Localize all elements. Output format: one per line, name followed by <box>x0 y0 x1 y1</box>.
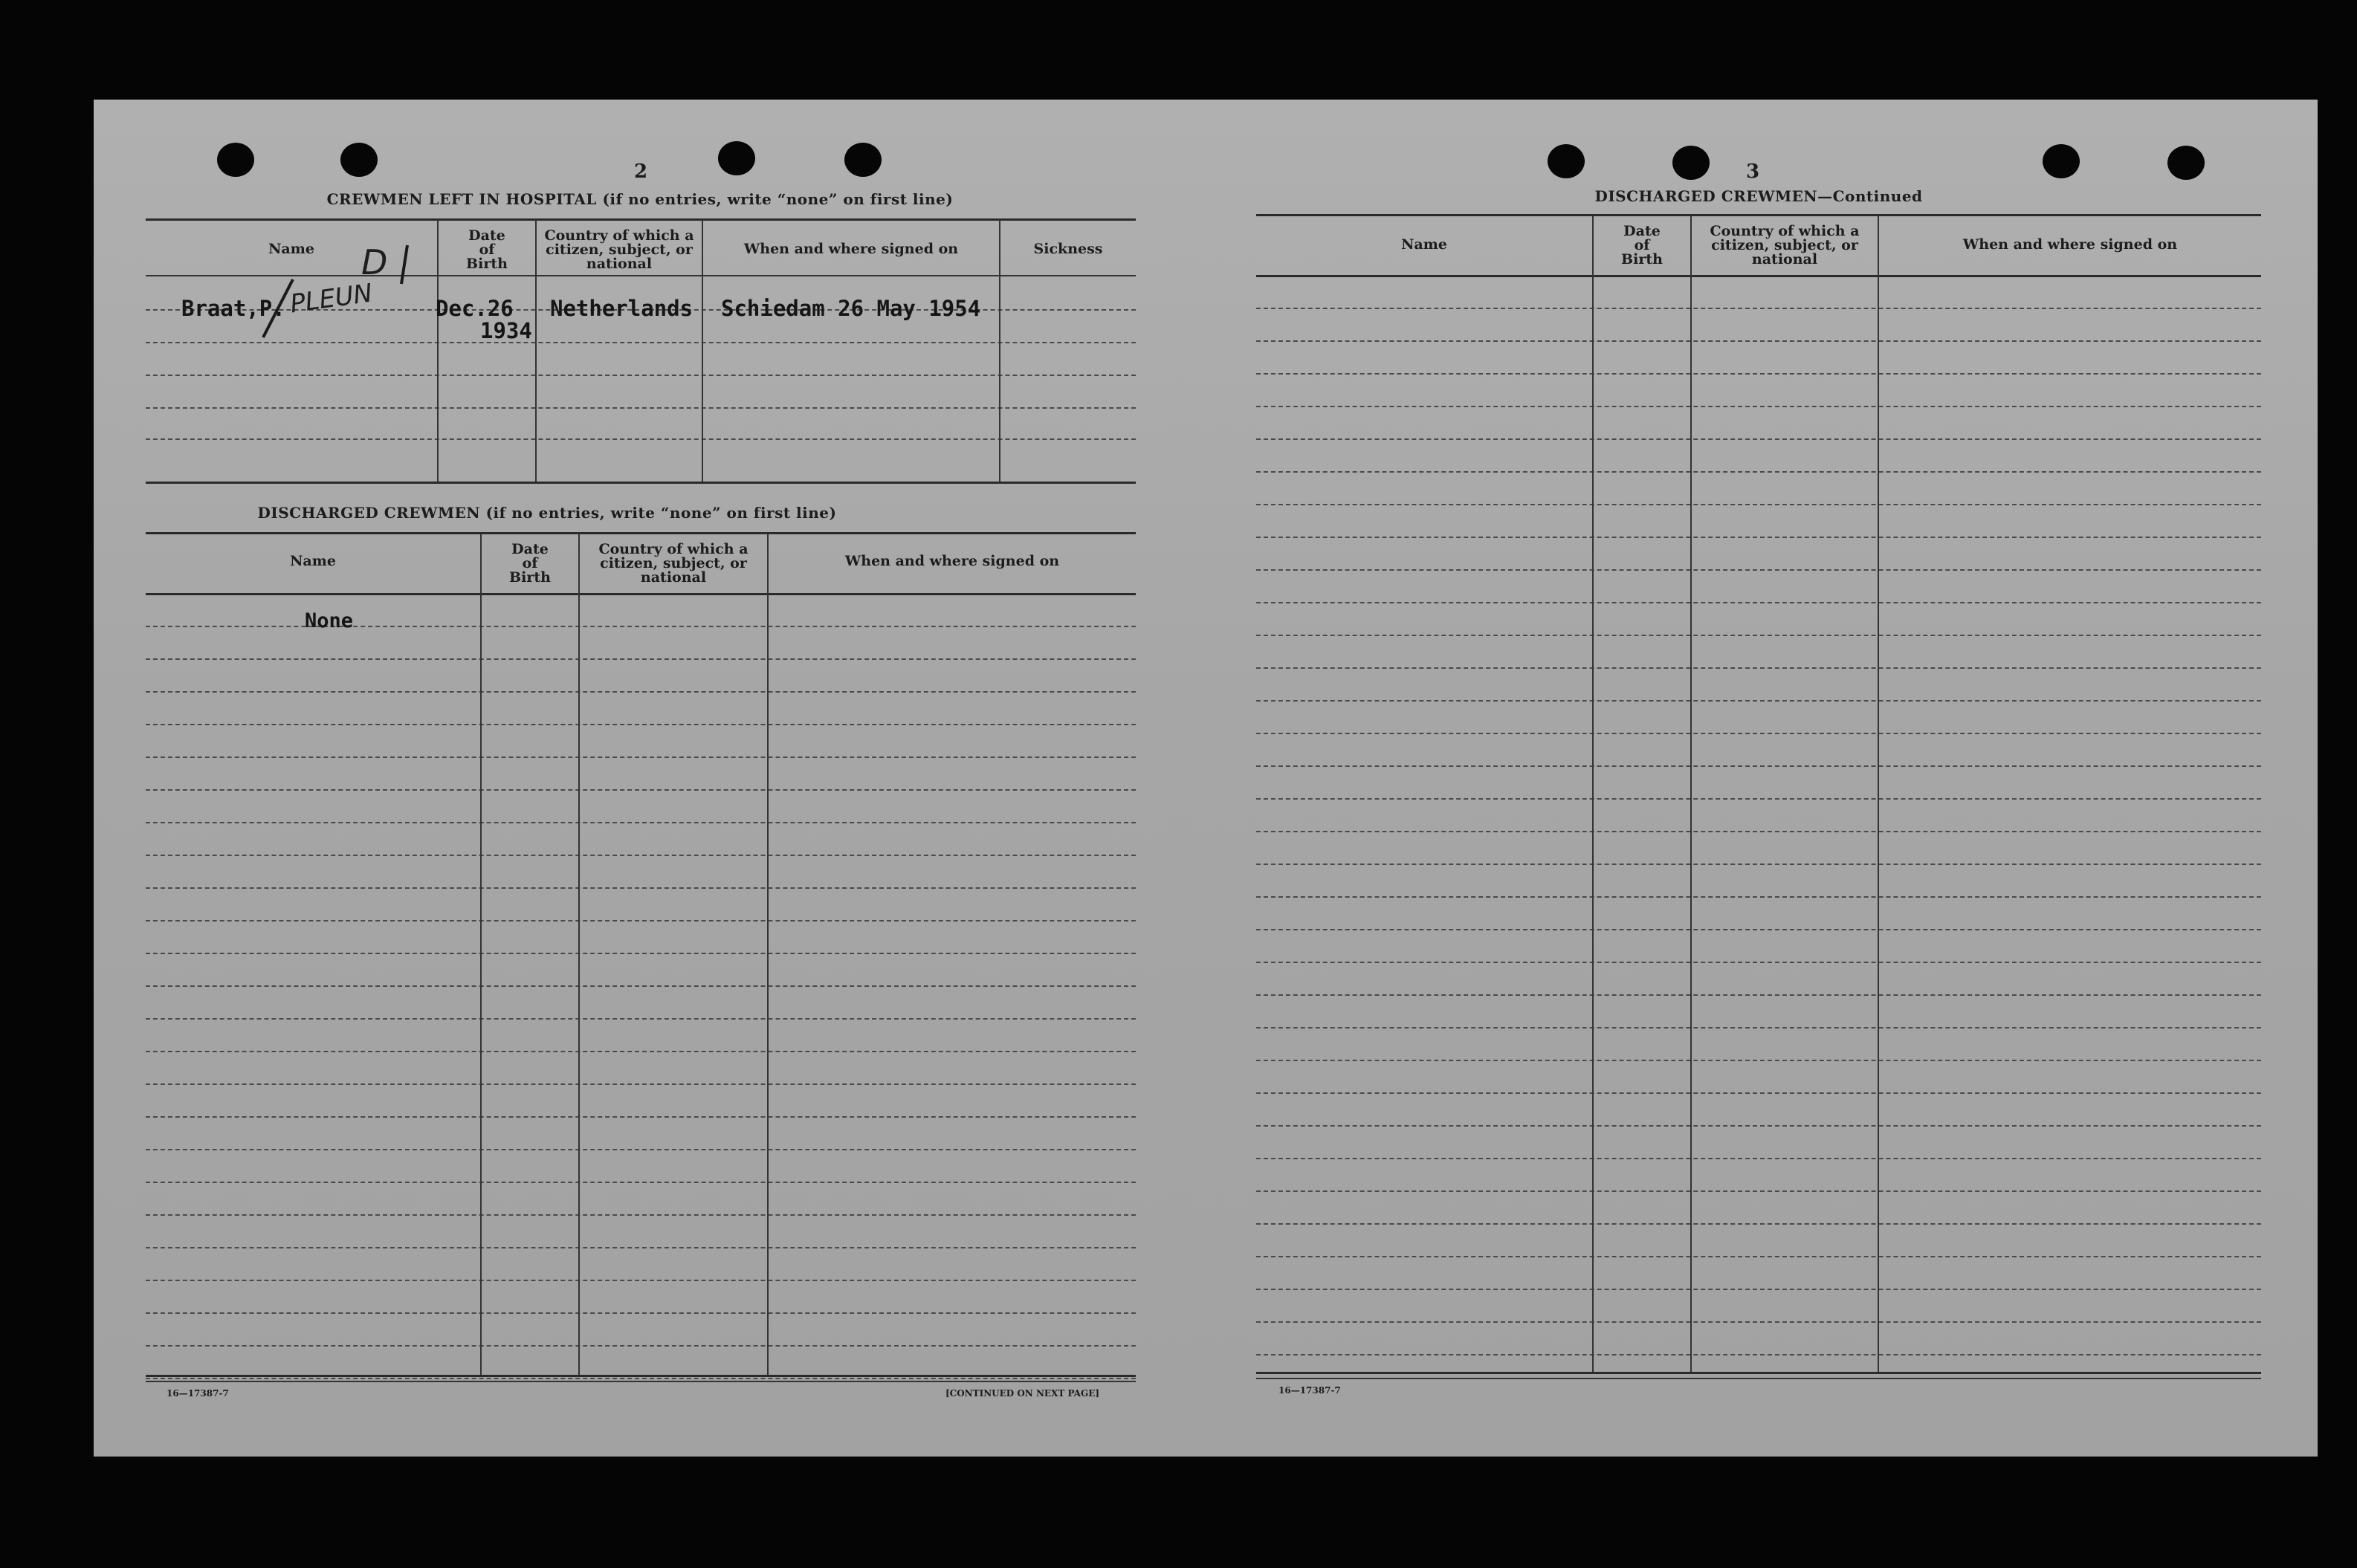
header-name: Name <box>1401 236 1447 253</box>
handwritten-mark: D <box>361 242 388 282</box>
header-name: Name <box>268 241 314 257</box>
handwritten-tick-mark <box>389 239 419 291</box>
crewman-signed-on: Schiedam 26 May 1954 <box>721 296 981 321</box>
punch-hole <box>2043 144 2080 178</box>
page-number: 2 <box>633 161 648 183</box>
continued-note: [CONTINUED ON NEXT PAGE] <box>945 1388 1100 1399</box>
crewman-dob-year: 1934 <box>480 318 532 343</box>
form-number: 16—17387-7 <box>1278 1385 1341 1396</box>
header-date-of-birth: Date of Birth <box>466 227 508 272</box>
punch-hole <box>844 143 882 177</box>
crewman-name: Braat,P. <box>181 296 285 321</box>
page-number: 3 <box>1745 161 1760 183</box>
punch-hole <box>2167 146 2205 180</box>
handwritten-slash-mark <box>256 275 300 342</box>
header-name: Name <box>290 553 336 569</box>
header-signed-on: When and where signed on <box>1962 236 2178 253</box>
punch-hole <box>340 143 378 177</box>
form-number: 16—17387-7 <box>166 1388 229 1399</box>
left-page <box>94 100 1203 1457</box>
header-country: Country of which a citizen, subject, or national <box>598 541 749 586</box>
handwritten-first-name: PLEUN <box>288 278 375 320</box>
header-date-of-birth: Date of Birth <box>1621 223 1663 268</box>
punch-hole <box>1672 146 1710 180</box>
punch-hole <box>217 143 254 177</box>
punch-hole <box>1548 144 1585 178</box>
header-country: Country of which a citizen, subject, or national <box>1710 223 1860 268</box>
hospital-section-title: CREWMEN LEFT IN HOSPITAL (if no entries, write “none” on first line) <box>326 190 954 208</box>
header-date-of-birth: Date of Birth <box>509 541 551 586</box>
punch-hole <box>718 141 755 175</box>
discharged-section-title: DISCHARGED CREWMEN (if no entries, write “none” on first line) <box>257 504 837 522</box>
discharged-continued-title: DISCHARGED CREWMEN—Continued <box>1594 187 1923 205</box>
header-country: Country of which a citizen, subject, or national <box>544 227 694 272</box>
header-sickness: Sickness <box>1033 241 1103 257</box>
crewman-dob-day: Dec.26 <box>436 296 514 321</box>
discharged-first-entry: None <box>305 609 354 632</box>
crewman-country: Netherlands <box>550 296 693 321</box>
right-page <box>1203 100 2318 1457</box>
header-signed-on: When and where signed on <box>844 553 1060 569</box>
header-signed-on: When and where signed on <box>743 241 959 257</box>
